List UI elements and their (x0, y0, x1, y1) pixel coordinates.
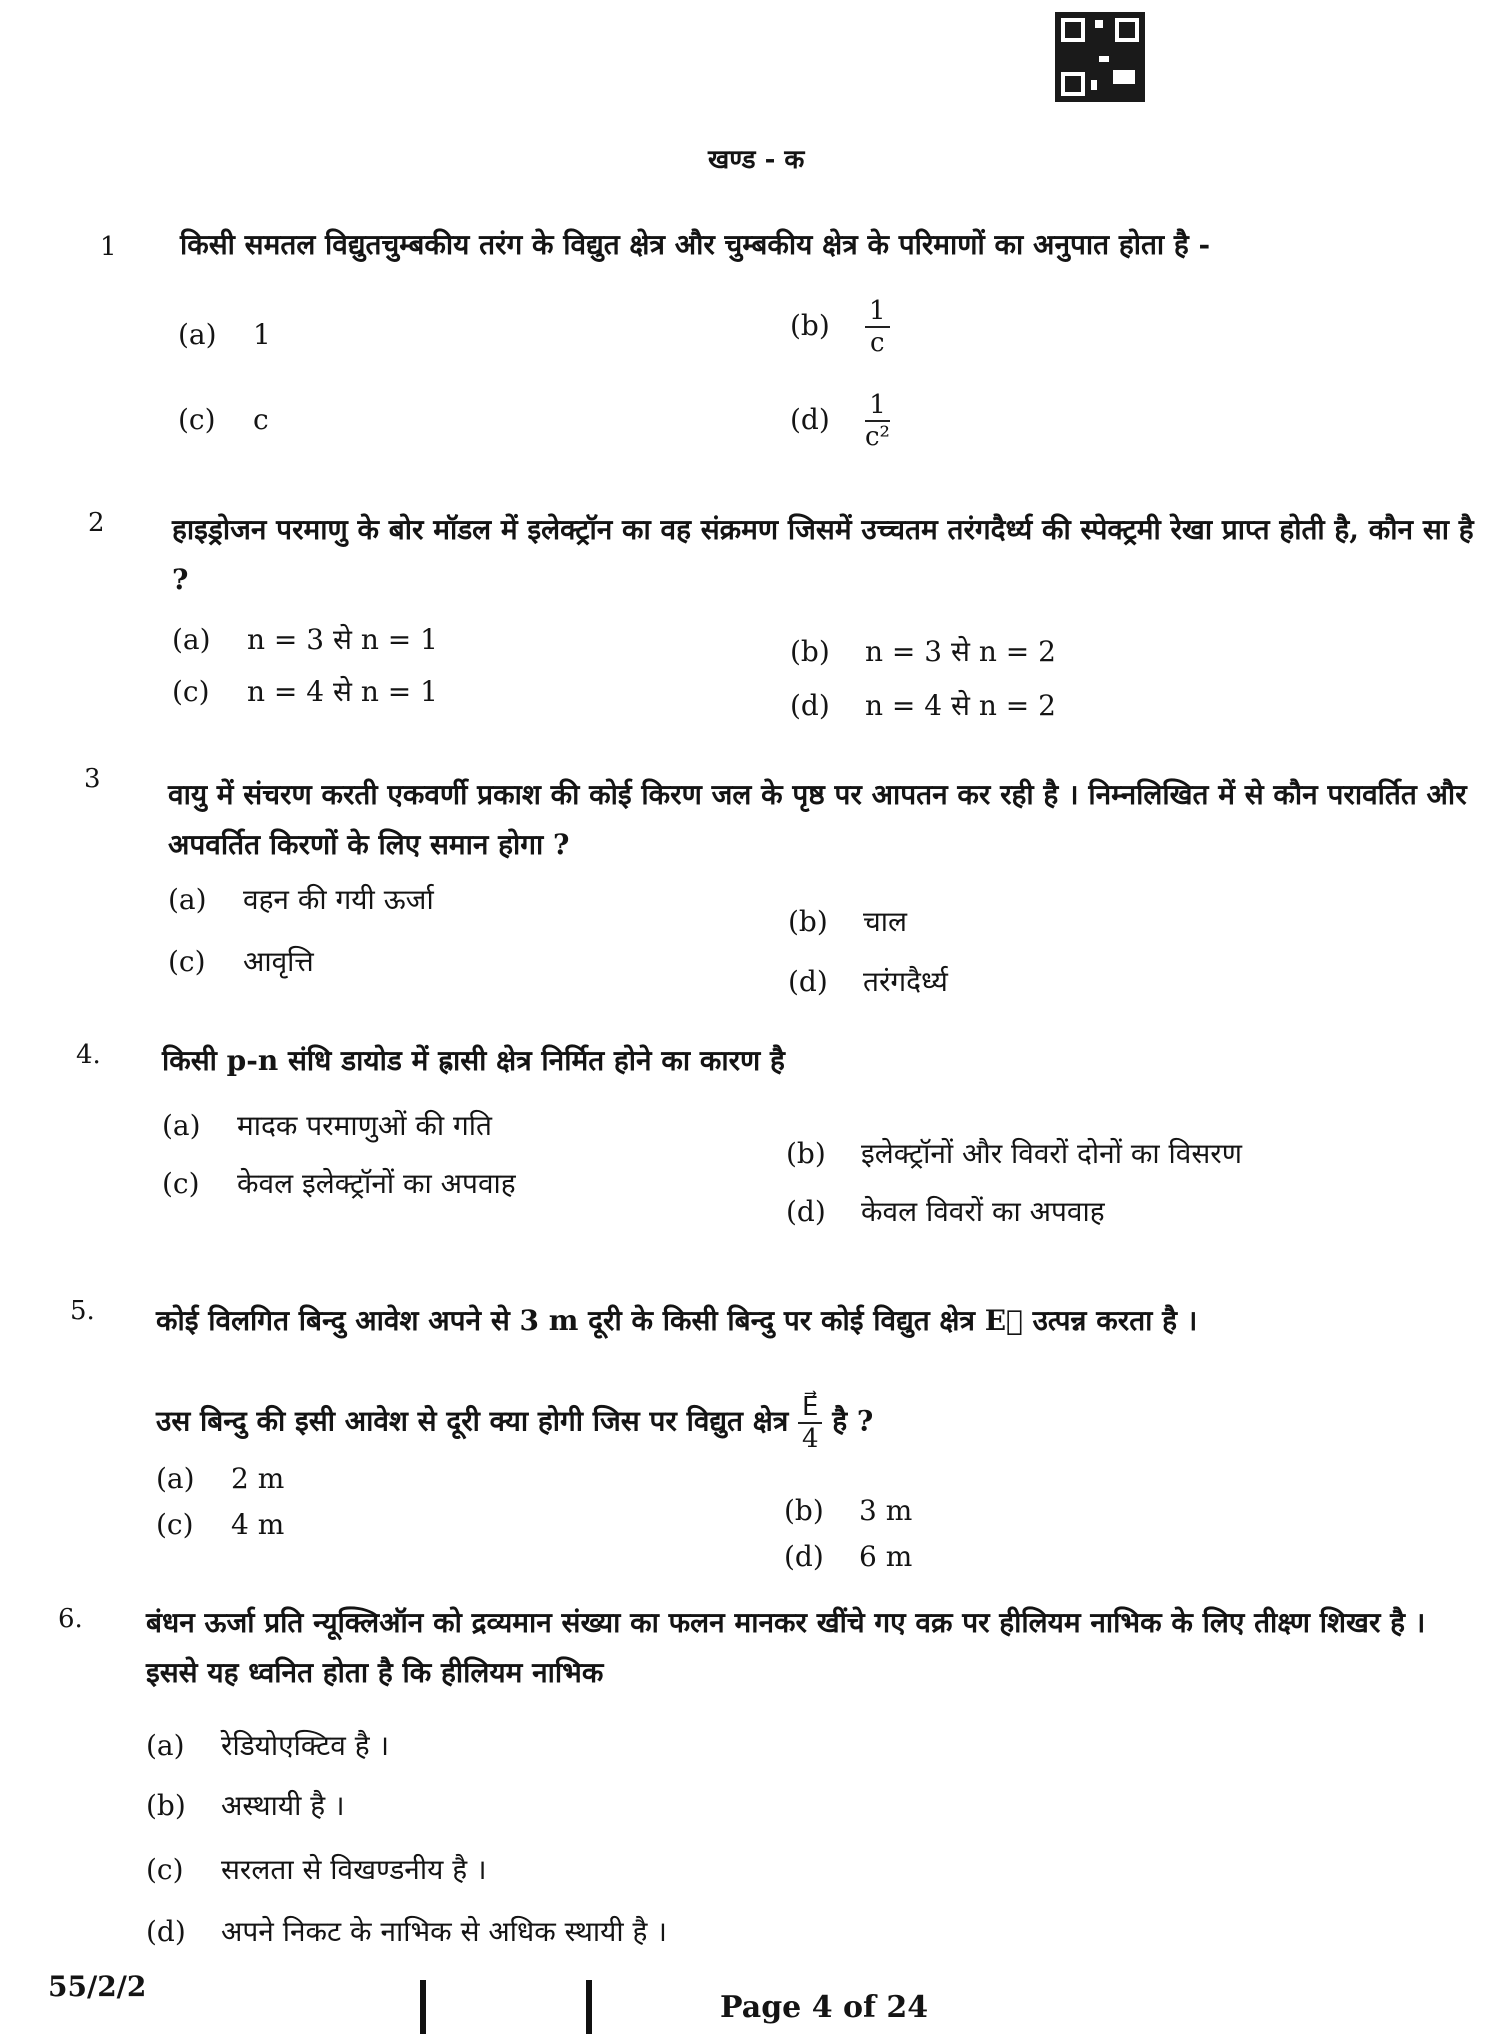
option-b (788, 902, 907, 940)
option-label: (b) (786, 1137, 826, 1170)
option-label: (c) (168, 945, 206, 978)
option-b (790, 296, 890, 358)
option-a (156, 1462, 284, 1495)
option-text: 6 m (859, 1540, 913, 1573)
option-label: (b) (790, 635, 830, 668)
option-text: वहन की गयी ऊर्जा (243, 883, 434, 916)
question-text: किसी समतल विद्युतचुम्बकीय तरंग के विद्युत क्षेत्र और चुम्बकीय क्षेत्र के परिमाणों का अनुपात होता है - (180, 228, 1211, 261)
option-label: (c) (178, 403, 216, 436)
option-label: (d) (146, 1915, 186, 1948)
question-text: बंधन ऊर्जा प्रति न्यूक्लिऑन को द्रव्यमान संख्या का फलन मानकर खींचे गए वक्र पर हीलियम नाभिक के लिए तीक्ष्ण शिखर है । इससे यह ध्वनित होता है कि हीलियम नाभिक (146, 1606, 1426, 1689)
question-text-line-2: उस बिन्दु की इसी आवेश से दूरी क्या होगी जिस पर विद्युत क्षेत्र $\frac{E⃗}{4}$ है ? (156, 1392, 874, 1454)
question-text: हाइड्रोजन परमाणु के बोर मॉडल में इलेक्ट्रॉन का वह संक्रमण जिसमें उच्चतम तरंगदैर्ध्य की स्पेक्ट्रमी रेखा प्राप्त होती है, कौन सा है ? (172, 513, 1474, 596)
fraction: $\frac{1}{c}$ (865, 296, 890, 358)
option-label: (b) (784, 1494, 824, 1527)
option-d (784, 1540, 912, 1573)
option-text: n = 4 से n = 2 (865, 689, 1056, 722)
paper-code: 55/2/2 (48, 1970, 147, 2003)
option-text: 1 (253, 318, 271, 351)
option-b (790, 632, 1056, 670)
option-label: (b) (788, 905, 828, 938)
option-label: (c) (162, 1167, 200, 1200)
option-text: 4 m (231, 1508, 285, 1541)
question-number: 6. (58, 1604, 83, 1634)
option-a (146, 1726, 389, 1764)
option-a (178, 318, 271, 351)
option-text: सरलता से विखण्डनीय है । (221, 1853, 487, 1886)
option-c (146, 1850, 487, 1888)
option-label: (a) (146, 1729, 185, 1762)
option-c (156, 1508, 284, 1541)
option-label: (d) (784, 1540, 824, 1573)
option-label: (c) (146, 1853, 184, 1886)
option-label: (b) (790, 308, 830, 342)
question-number: 3 (84, 764, 101, 794)
option-text: आवृत्ति (243, 945, 314, 978)
question-number: 4. (76, 1040, 101, 1070)
option-text: चाल (863, 905, 908, 938)
option-text: मादक परमाणुओं की गति (237, 1109, 493, 1142)
option-text: n = 4 से n = 1 (247, 675, 438, 708)
option-a (168, 880, 434, 918)
option-label: (a) (172, 623, 211, 656)
option-label: (d) (788, 965, 828, 998)
option-c (172, 672, 438, 710)
question-text-line-1: कोई विलगित बिन्दु आवेश अपने से 3 m दूरी के किसी बिन्दु पर कोई विद्युत क्षेत्र E⃗ उत्पन्न करता है । (156, 1304, 1198, 1337)
option-c (168, 942, 314, 980)
option-text: इलेक्ट्रॉनों और विवरों दोनों का विसरण (861, 1137, 1242, 1170)
option-text: तरंगदैर्ध्य (863, 965, 948, 998)
option-a (162, 1106, 492, 1144)
option-label: (b) (146, 1789, 186, 1822)
option-d (790, 686, 1056, 724)
option-label: (d) (790, 689, 830, 722)
option-d (146, 1912, 667, 1950)
option-text: n = 3 से n = 2 (865, 635, 1056, 668)
question-text: किसी p-n संधि डायोड में ह्रासी क्षेत्र निर्मित होने का कारण है (162, 1044, 785, 1077)
option-text: केवल विवरों का अपवाह (861, 1195, 1105, 1228)
question-number: 1 (100, 232, 117, 262)
option-b (786, 1134, 1242, 1172)
option-b (146, 1786, 345, 1824)
option-label: (a) (178, 318, 217, 351)
question-text: वायु में संचरण करती एकवर्णी प्रकाश की कोई किरण जल के पृष्ठ पर आपतन कर रही है । निम्नलिखित में से कौन परावर्तित और अपवर्तित किरणों के लिए समान होगा ? (168, 778, 1467, 861)
option-label: (d) (790, 402, 830, 436)
option-label: (a) (156, 1462, 195, 1495)
section-title: खण्ड - क (708, 145, 805, 175)
option-c (162, 1164, 516, 1202)
option-b (784, 1494, 912, 1527)
option-text: n = 3 से n = 1 (247, 623, 438, 656)
fraction: $\frac{1}{\text{c²}}$ (865, 390, 890, 452)
option-d (786, 1192, 1105, 1230)
option-text: 2 m (231, 1462, 285, 1495)
option-d (790, 390, 890, 452)
option-text: रेडियोएक्टिव है । (221, 1729, 390, 1762)
question-number: 2 (88, 508, 105, 538)
option-text: 3 m (859, 1494, 913, 1527)
option-label: (a) (168, 883, 207, 916)
option-text: केवल इलेक्ट्रॉनों का अपवाह (237, 1167, 516, 1200)
option-label: (a) (162, 1109, 201, 1142)
option-label: (c) (156, 1508, 194, 1541)
option-a (172, 620, 438, 658)
fraction: $\frac{E⃗}{4}$ (798, 1392, 822, 1454)
qr-code (1055, 12, 1145, 102)
barcode-box (420, 1980, 592, 2034)
option-text: अस्थायी है । (221, 1789, 345, 1822)
option-text: c (253, 403, 269, 436)
option-text: अपने निकट के नाभिक से अधिक स्थायी है । (221, 1915, 667, 1948)
option-label: (c) (172, 675, 210, 708)
page-number: Page 4 of 24 (720, 1990, 929, 2025)
option-d (788, 962, 948, 1000)
option-c (178, 403, 269, 436)
question-number: 5. (70, 1296, 95, 1326)
option-label: (d) (786, 1195, 826, 1228)
